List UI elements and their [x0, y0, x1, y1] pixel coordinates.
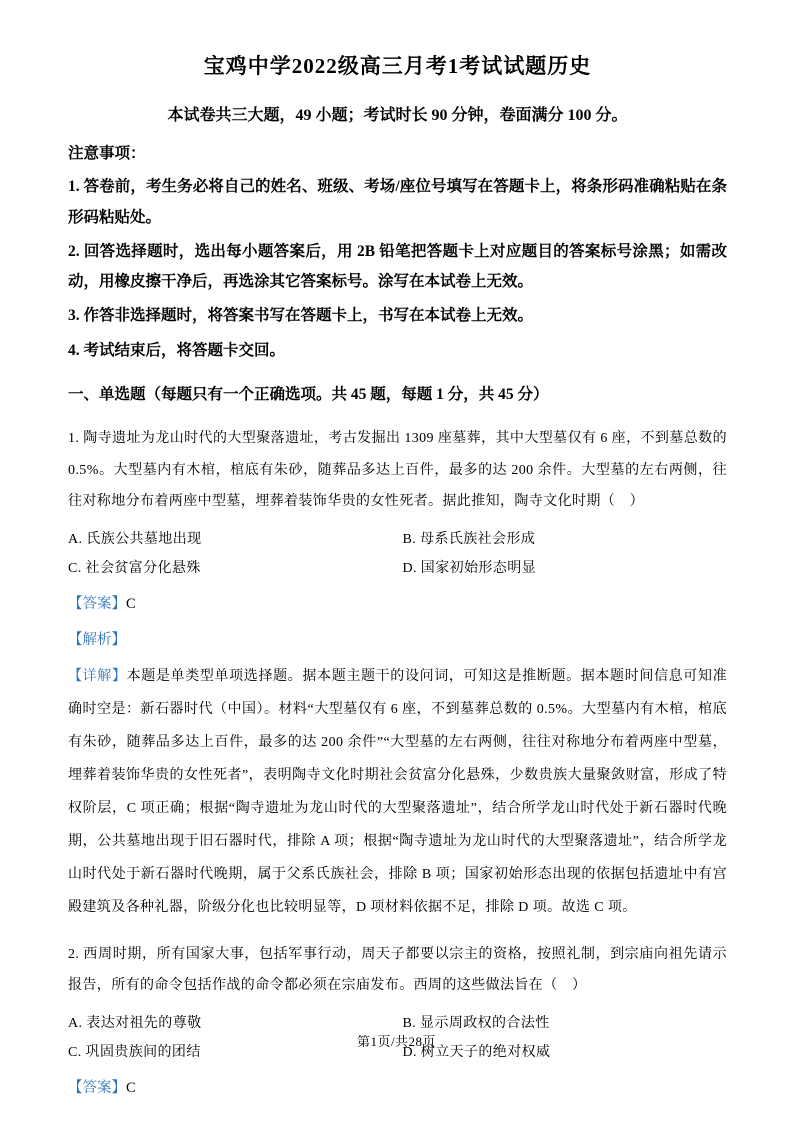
- question-2-option-c: C. 巩固贵族间的团结: [68, 1045, 201, 1061]
- question-1-option-c: C. 社会贫富分化悬殊: [68, 561, 201, 577]
- question-2-option-b: B. 显示周政权的合法性: [402, 1015, 550, 1031]
- question-2: [68, 939, 727, 1102]
- page-title: 宝鸡中学2022级高三月考1考试试题历史: [203, 54, 592, 78]
- question-2-option-d: D. 树立天子的绝对权威: [402, 1045, 551, 1061]
- question-1-option-d: D. 国家初始形态明显: [402, 561, 537, 577]
- page-footer: 第1页/共28页: [356, 1034, 437, 1049]
- exam-subtitle: 本试卷共三大题，49 小题；考试时长 90 分钟，卷面满分 100 分。: [167, 107, 628, 124]
- notice-item-1: 1. 答卷前，考生务必将自己的姓名、班级、考场/座位号填写在答题卡上，将条形码准确粘贴在条形码粘贴处。: [68, 178, 727, 226]
- question-1: [68, 423, 727, 924]
- notice-item-4: 4. 考试结束后，将答题卡交回。: [68, 341, 286, 359]
- answer-value: C: [126, 596, 136, 613]
- question-1-option-a: A. 氏族公共墓地出现: [68, 531, 202, 547]
- question-1-stem: 1. 陶寺遗址为龙山时代的大型聚落遗址，考古发掘出 1309 座墓葬，其中大型墓仅有 6 座，不到墓总数的 0.5%。大型墓内有木棺，棺底有朱砂，随葬品多达上百件，最多的达 200 余件。大型墓的左右两侧，往往对称地分布着两座中型墓，埋葬着装饰华贵的女性死者。据此推知，陶寺文化时期（ ）: [68, 431, 727, 510]
- question-1-detail: [68, 661, 727, 924]
- notice-heading: 注意事项：: [68, 145, 146, 162]
- question-1-options: [68, 528, 727, 582]
- question-2-option-a: A. 表达对祖先的尊敬: [68, 1015, 202, 1031]
- question-2-answer-line: [68, 1075, 727, 1101]
- notice-item-3: 3. 作答非选择题时，将答案书写在答题卡上，书写在本试卷上无效。: [68, 307, 534, 325]
- question-1-analysis-line: [68, 627, 727, 653]
- detail-text: 本题是单类型单项选择题。据本题主题干的设问词，可知这是推断题。据本题时间信息可知准确时空是：新石器时代（中国）。材料“大型墓仅有 6 座，不到墓葬总数的 0.5%。大型墓内有木棺，棺底有朱砂，随葬品多达上百件，最多的达 200 余件”“大型墓的左右两侧，往往对称地分布着两座中型墓，埋葬着装饰华贵的女性死者”，表明陶寺文化时期社会贫富分化悬殊，少数贵族大量聚敛财富，形成了特权阶层，C 项正确；根据“陶寺遗址为龙山时代的大型聚落遗址”，结合所学龙山时代处于新石器时代晚期，公共墓地出现于旧石器时代，排除 A 项；根据“陶寺遗址为龙山时代的大型聚落遗址”，结合所学龙山时代处于新石器时代晚期，属于父系氏族社会，排除 B 项；国家初始形态出现的依据包括遗址中有宫殿建筑及各种礼器，阶级分化也比较明显等，D 项材料依据不足，排除 D 项。故选 C 项。: [68, 669, 727, 915]
- analysis-label: 【解析】: [68, 632, 126, 649]
- question-1-answer-line: [68, 591, 727, 617]
- question-1-option-b: B. 母系氏族社会形成: [402, 531, 536, 547]
- answer-value: C: [126, 1080, 136, 1097]
- question-2-stem: 2. 西周时期，所有国家大事，包括军事行动，周天子都要以宗主的资格，按照礼制，到宗庙向祖先请示报告，所有的命令包括作战的命令都必须在宗庙发布。西周的这些做法旨在（ ）: [68, 946, 727, 994]
- answer-label: 【答案】: [68, 1080, 126, 1097]
- notice-item-2: 2. 回答选择题时，选出每小题答案后，用 2B 铅笔把答题卡上对应题目的答案标号涂黑；如需改动，用橡皮擦干净后，再选涂其它答案标号。涂写在本试卷上无效。: [68, 242, 727, 291]
- detail-label: 【详解】: [68, 669, 127, 685]
- answer-label: 【答案】: [68, 596, 126, 613]
- section-heading: 一、单选题（每题只有一个正确选项。共 45 题，每题 1 分，共 45 分）: [68, 385, 549, 403]
